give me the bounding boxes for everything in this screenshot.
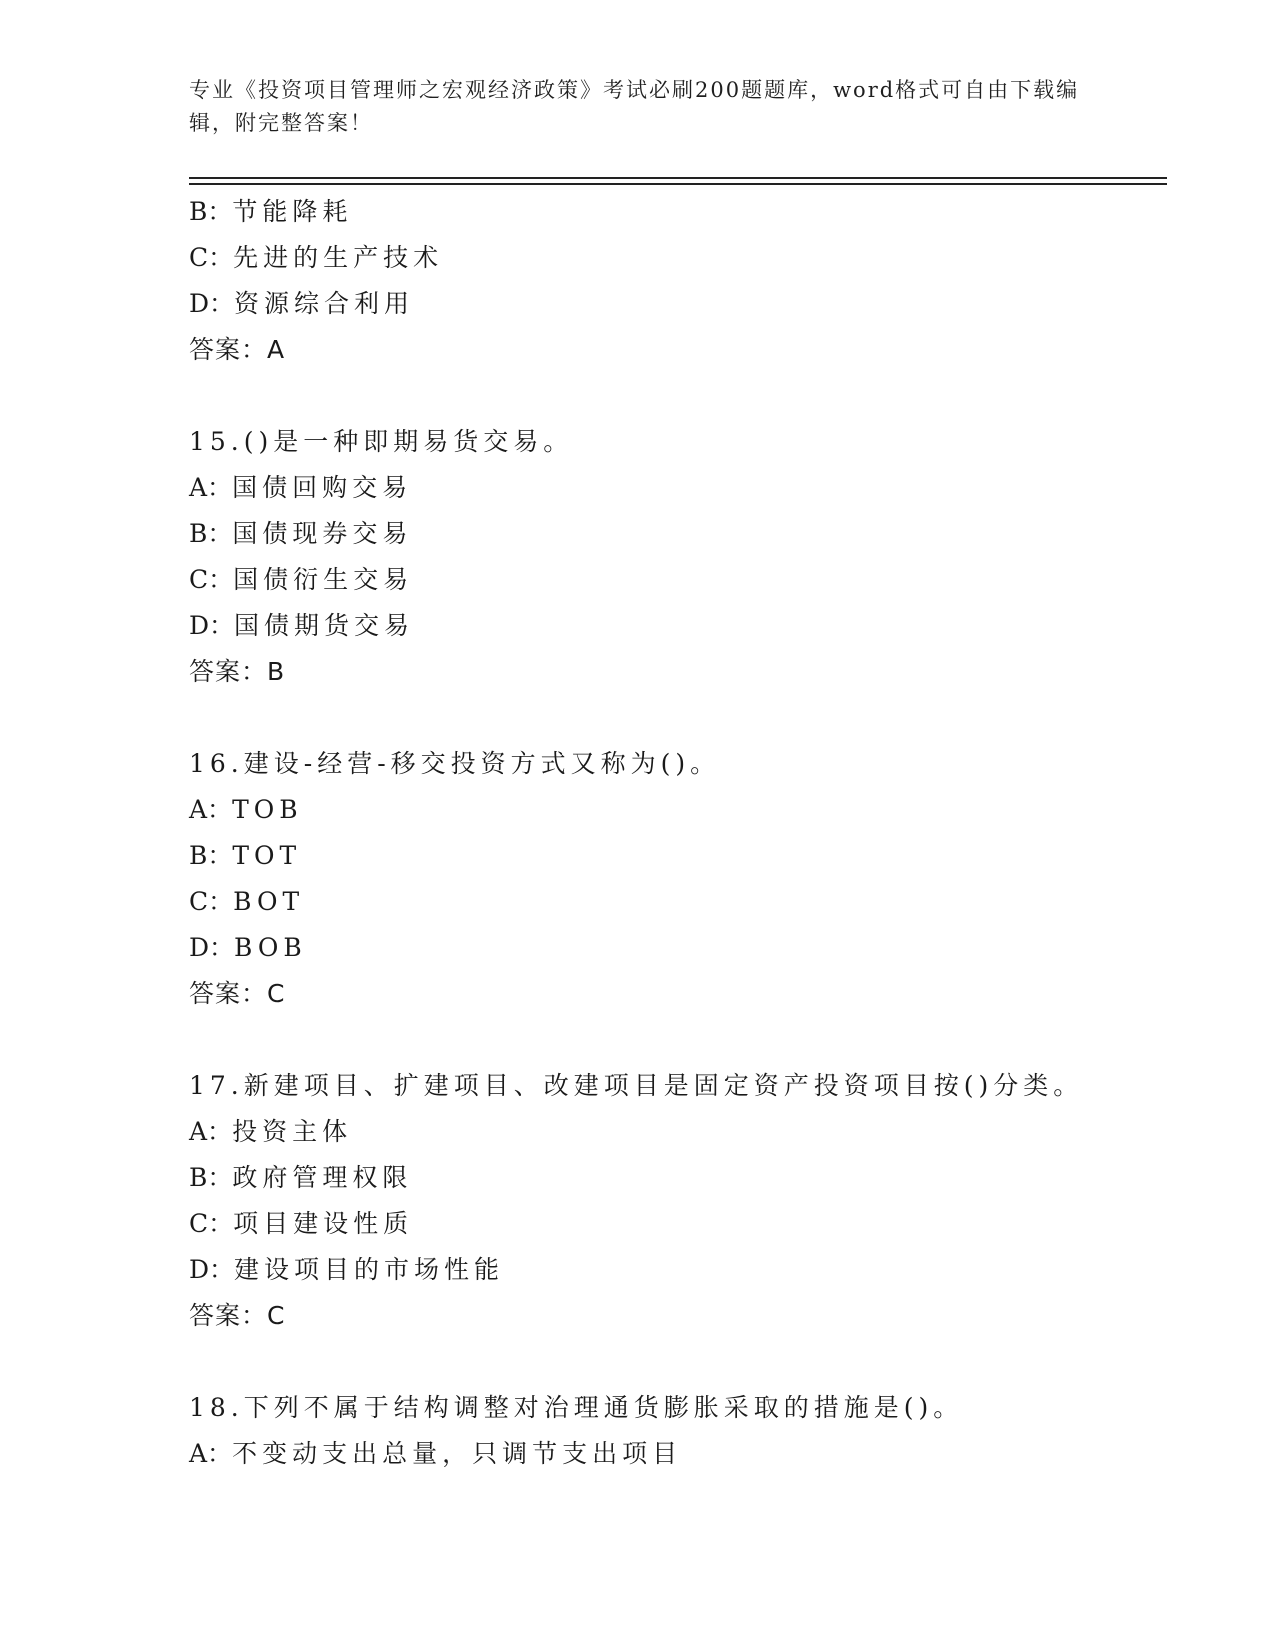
option-c: C：项目建设性质	[189, 1209, 414, 1238]
question-16	[189, 741, 1149, 1017]
option-b: B：节能降耗	[189, 197, 353, 226]
answer: 答案：C	[189, 1301, 286, 1330]
page-header: 专业《投资项目管理师之宏观经济政策》考试必刷200题题库，word格式可自由下载编辑，附完整答案！	[189, 78, 1080, 135]
answer: 答案：A	[189, 335, 286, 364]
option-a: A：TOB	[189, 795, 303, 824]
question-stem: 18.下列不属于结构调整对治理通货膨胀采取的措施是()。	[189, 1393, 964, 1422]
question-stem: 15.()是一种即期易货交易。	[189, 427, 574, 456]
question-list	[189, 189, 1149, 1477]
option-b: B：TOT	[189, 841, 302, 870]
option-a: A：国债回购交易	[189, 473, 413, 502]
option-d: D：国债期货交易	[189, 611, 415, 640]
option-c: C：国债衍生交易	[189, 565, 414, 594]
option-d: D：资源综合利用	[189, 289, 415, 318]
question-stem: 16.建设-经营-移交投资方式又称为()。	[189, 749, 721, 778]
option-b: B：政府管理权限	[189, 1163, 413, 1192]
option-c: C：BOT	[189, 887, 305, 916]
answer: 答案：C	[189, 979, 286, 1008]
answer: 答案：B	[189, 657, 286, 686]
partial-question	[189, 189, 1149, 373]
option-d: D：建设项目的市场性能	[189, 1255, 505, 1284]
question-18	[189, 1385, 1149, 1477]
header-divider-bottom	[189, 183, 1167, 185]
header-divider-top	[189, 177, 1167, 179]
option-a: A：投资主体	[189, 1117, 353, 1146]
option-b: B：国债现券交易	[189, 519, 413, 548]
question-17	[189, 1063, 1149, 1339]
question-15	[189, 419, 1149, 695]
option-d: D：BOB	[189, 933, 307, 962]
question-stem: 17.新建项目、扩建项目、改建项目是固定资产投资项目按()分类。	[189, 1071, 1084, 1100]
option-c: C：先进的生产技术	[189, 243, 444, 272]
option-a: A：不变动支出总量，只调节支出项目	[189, 1439, 683, 1468]
